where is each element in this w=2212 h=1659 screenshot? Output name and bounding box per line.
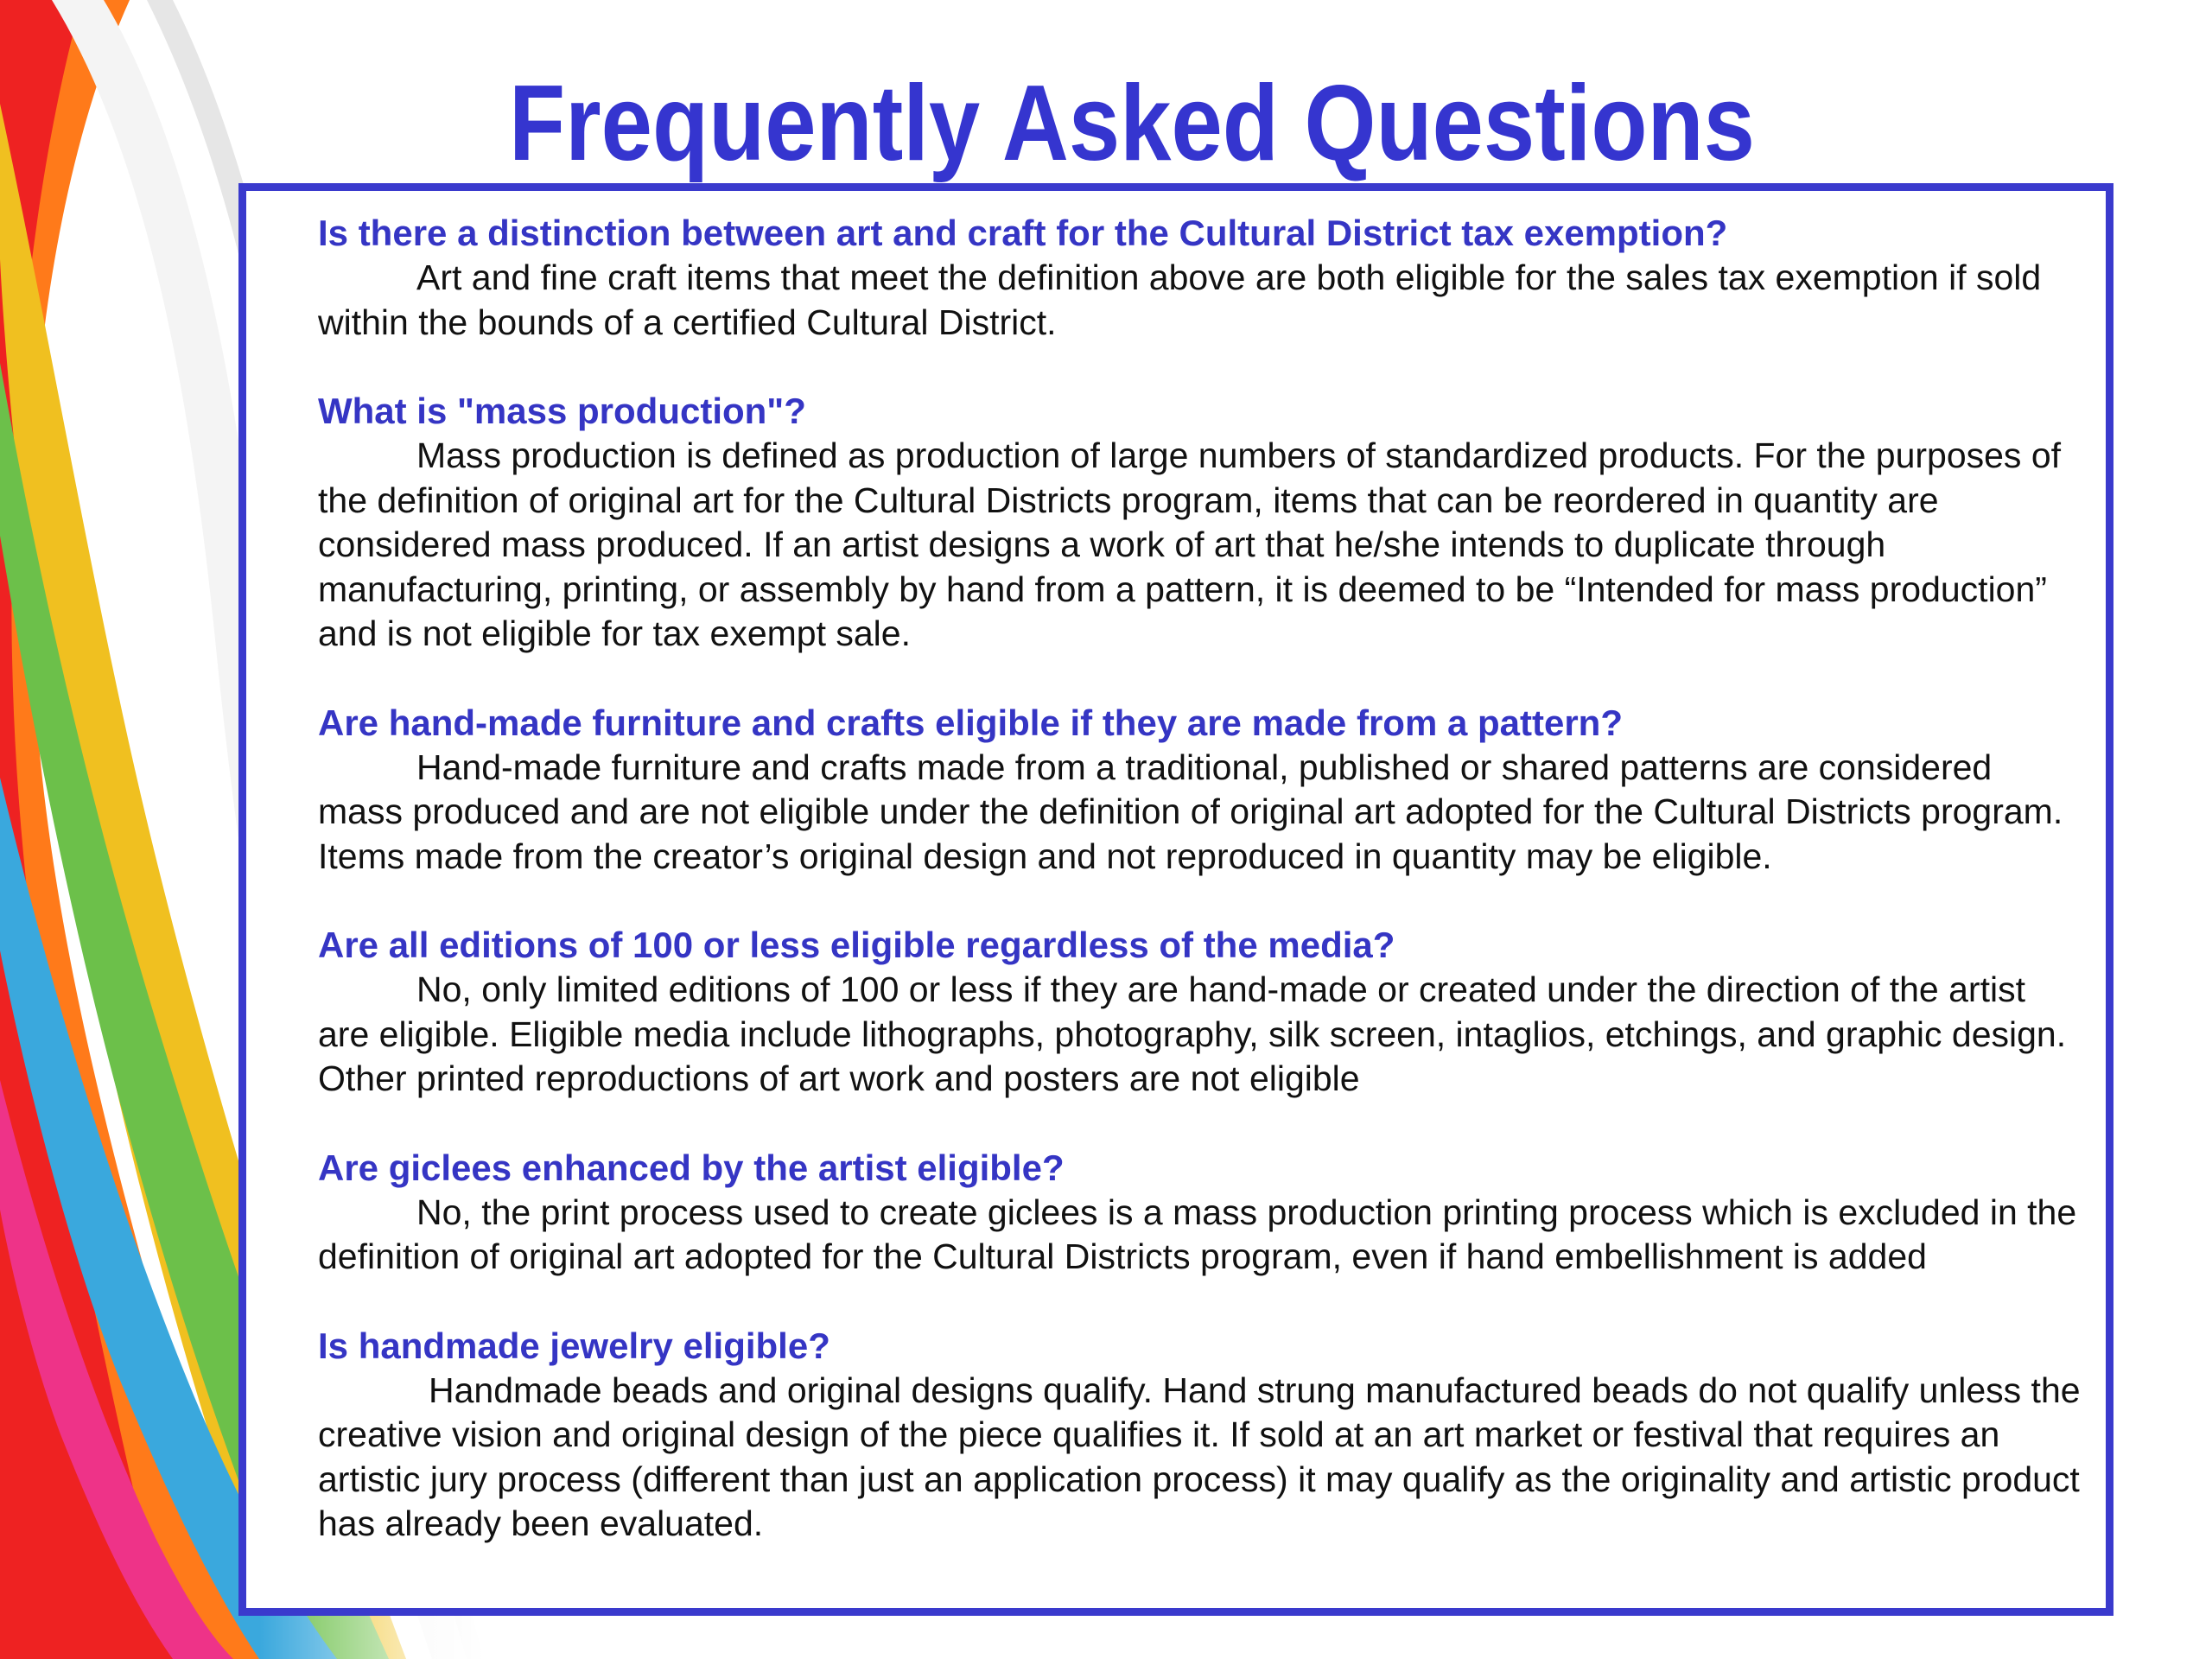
faq-answer: Handmade beads and original designs qualify. Hand strung manufactured beads do not qualify unless the creative vision and original design of the piece qualifies it. If sold at an art market or festival that requires an artistic jury process (different than just an application process) it may qualify as the originality and artistic product has already been evaluated. [318,1370,2081,1543]
faq-item [318,1146,2081,1280]
faq-answer: Art and fine craft items that meet the definition above are both eligible for the sales tax exemption if sold within the bounds of a certified Cultural District. [318,257,2042,342]
faq-question: Is there a distinction between art and craft for the Cultural District tax exemption? [318,213,1728,253]
faq-answer: Hand-made furniture and crafts made from a traditional, published or shared patterns are considered mass produced and are not eligible under the definition of original art adopted for the Cultural Districts program. Items made from the creator’s original design and not reproduced in quantity may be eligible. [318,747,2063,876]
faq-list [318,211,2081,1591]
faq-question: Are all editions of 100 or less eligible regardless of the media? [318,925,1395,965]
faq-question: What is "mass production"? [318,391,806,431]
faq-item [318,389,2081,657]
page-title: Frequently Asked Questions [509,64,1755,183]
faq-item [318,1324,2081,1547]
faq-question: Are giclees enhanced by the artist eligible? [318,1147,1065,1188]
faq-question: Is handmade jewelry eligible? [318,1325,830,1366]
faq-item [318,701,2081,880]
faq-answer: Mass production is defined as production of large numbers of standardized products. For the purposes of the definition of original art for the Cultural Districts program, items that can be reordered in quantity are considered mass produced. If an artist designs a work of art that he/she intends to duplicate through manufacturing, printing, or assembly by hand from a pattern, it is deemed to be “Intended for mass production” and is not eligible for tax exempt sale. [318,435,2062,653]
faq-question: Are hand-made furniture and crafts eligible if they are made from a pattern? [318,702,1623,743]
faq-answer: No, only limited editions of 100 or less if they are hand-made or created under the direction of the artist are eligible. Eligible media include lithographs, photography, silk screen, intaglios, etchings, and graphic design. Other printed reproductions of art work and posters are not eligible [318,969,2067,1098]
faq-item [318,923,2081,1102]
faq-answer: No, the print process used to create giclees is a mass production printing process which is excluded in the definition of original art adopted for the Cultural Districts program, even if hand embellishment is added [318,1192,2077,1276]
faq-item [318,211,2081,345]
